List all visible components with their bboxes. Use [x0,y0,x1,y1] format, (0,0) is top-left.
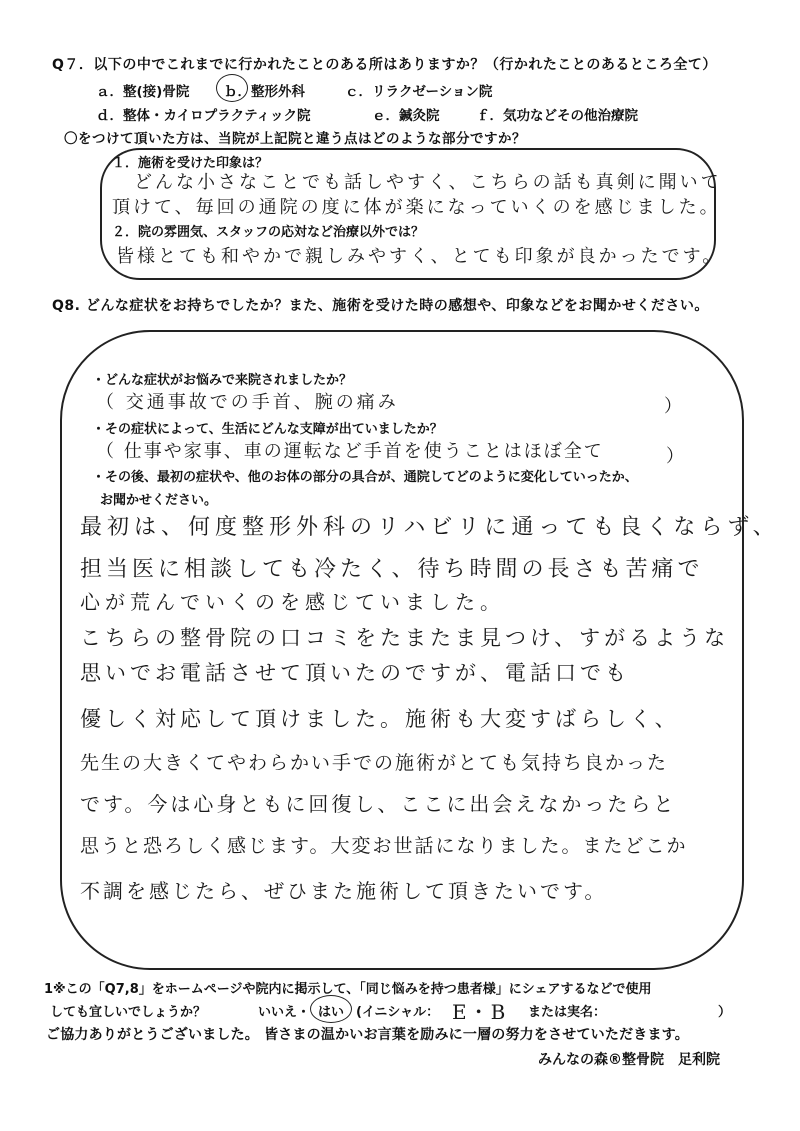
q7-sub2-answer: 皆様とても和やかで親しみやすく、とても印象が良かったです。 [116,246,724,267]
consent-question-line2: しても宜しいでしょうか？ [50,1005,207,1020]
q8-item1-answer: （ 交通事故での手首、腕の痛み [96,392,399,413]
q7-sub1-answer-line1: どんな小さなことでも話しやすく、こちらの話も真剣に聞いて [134,172,722,193]
q7-option-f: ｆ．気功などその他治療院 [476,108,638,124]
q8-body-line-8: です。今は心身ともに回復し、ここに出会えなかったらと [80,792,677,816]
q8-body-line-1: 最初は、何度整形外科のリハビリに通っても良くならず、 [80,515,780,540]
q8-body-line-10: 不調を感じたら、ぜひまた施術して頂きたいです。 [80,879,608,903]
initial-value: E・B [452,1000,508,1024]
q8-body-line-4: こちらの整骨院の口コミをたまたま見つけ、すがるような [80,626,730,650]
consent-close-paren: ） [718,1005,732,1020]
q7-followup: 〇をつけて頂いた方は、当院が上記院と違う点はどのような部分ですか？ [64,131,526,147]
q7-sub1-label: １．施術を受けた印象は？ [112,156,269,171]
q8-body-line-9: 思うと恐ろしく感じます。大変お世話になりました。またどこか [80,835,688,857]
q8-body-line-2: 担当医に相談しても冷たく、待ち時間の長さも苦痛で [80,557,704,582]
thanks-message: ご協力ありがとうございました。 皆さまの温かいお言葉を励みに一層の努力をさせていただきます。 [46,1027,689,1043]
realname-label: または実名： [528,1005,607,1020]
q8-body-line-5: 思いでお電話させて頂いたのですが、電話口でも [80,661,630,685]
q8-body-line-6: 優しく対応して頂けました。施術も大変すばらしく、 [80,707,680,731]
consent-question-line1: 1※この「Q7,8」をホームページや院内に掲示して、「同じ悩みを持つ患者様」にシェアするなどで使用 [44,982,652,997]
q7-option-c: ｃ．リラクゼーション院 [345,84,493,100]
consent-yes-option: はい [318,1005,345,1020]
initial-label: (イニシャル： [356,1005,440,1020]
q7-sub2-label: ２．院の雰囲気、スタッフの応対など治療以外では？ [112,225,425,240]
q8-body-line-7: 先生の大きくてやわらかい手での施術がとても気持ち良かった [80,752,669,774]
q7-question: Q７．以下の中でこれまでに行かれたことのある所はありますか？（行かれたことのあるところ全て） [52,57,717,73]
clinic-name: みんなの森®整骨院 足利院 [538,1052,720,1068]
q7-option-a: ａ．整(接)骨院 [96,84,190,100]
q7-sub1-answer-line2: 頂けて、毎回の通院の度に体が楽になっていくのを感じました。 [112,197,721,218]
consent-yes-circle [310,995,352,1023]
q8-question: Q8. どんな症状をお持ちでしたか？また、施術を受けた時の感想や、印象などをお聞かせください。 [52,298,709,314]
q8-item2-close-paren: ） [666,446,687,467]
selected-option-circle [216,74,248,102]
q8-item1-close-paren: ） [664,396,685,417]
q8-item2-label: ・その症状によって、生活にどんな支障が出ていましたか？ [92,422,443,437]
q8-item3-label-cont: お聞かせください。 [100,493,218,508]
q7-option-e: ｅ．鍼灸院 [372,108,440,124]
q8-body-line-3: 心が荒んでいくのを感じていました。 [80,590,505,614]
q8-item3-label: ・その後、最初の症状や、他のお体の部分の具合が、通院してどのように変化していったか、 [92,470,638,485]
q7-option-d: ｄ．整体・カイロプラクティック院 [96,108,311,124]
consent-no-option: いいえ・ [258,1005,311,1020]
q7-option-b: ｂ．整形外科 [224,84,305,100]
q8-item2-answer: （ 仕事や家事、車の運転など手首を使うことはほぼ全て [96,441,604,462]
q8-item1-label: ・どんな症状がお悩みで来院されましたか？ [92,373,353,388]
